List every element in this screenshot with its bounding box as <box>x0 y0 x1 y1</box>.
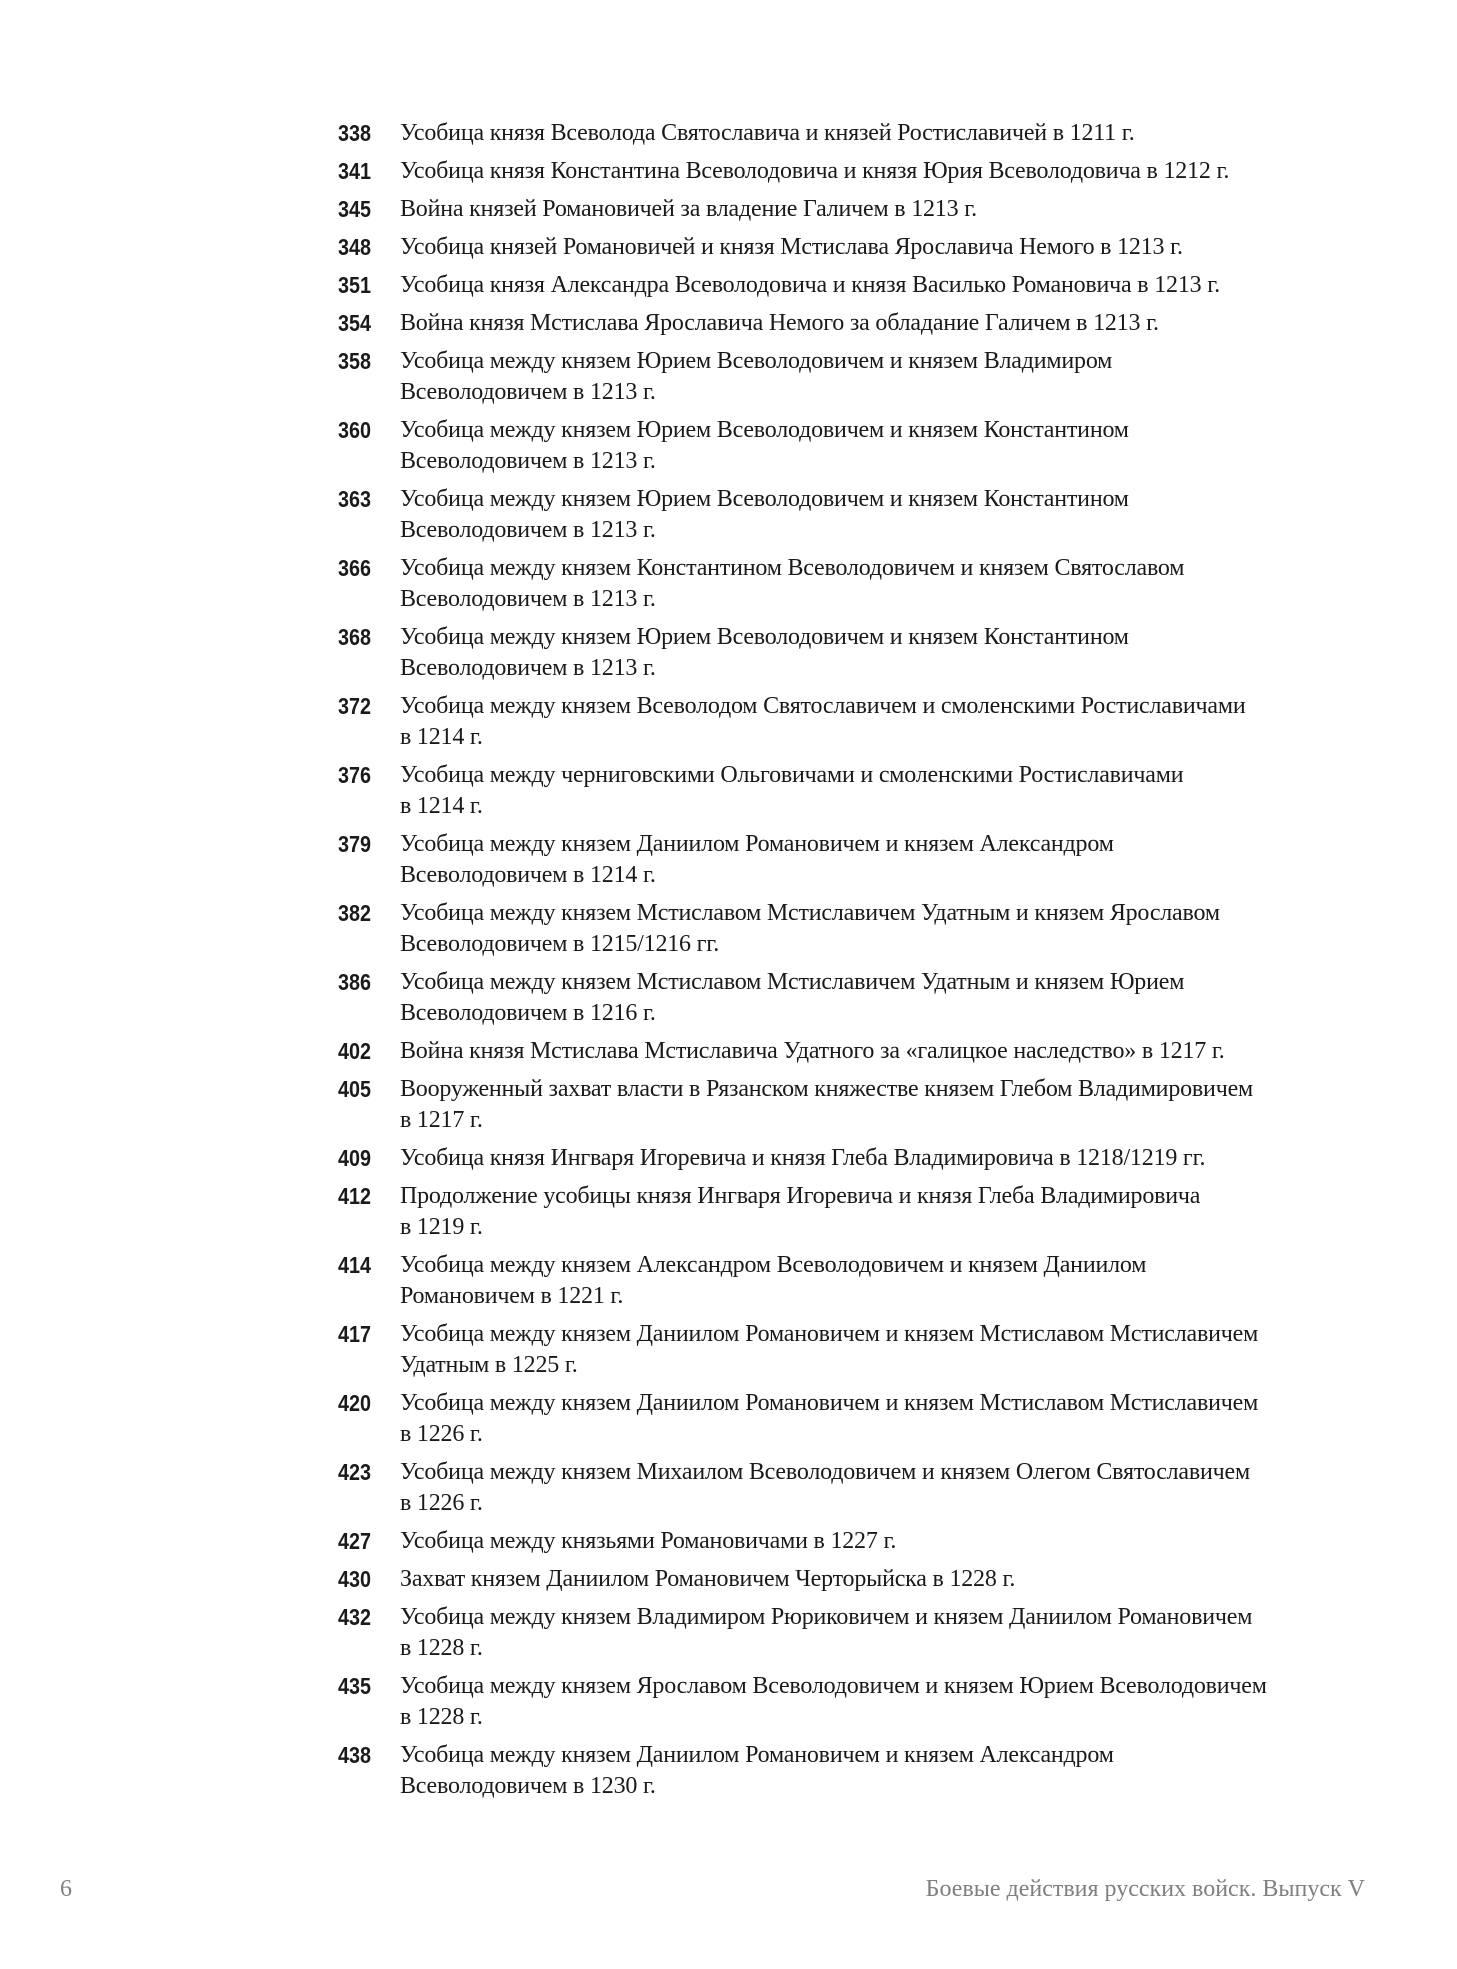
toc-title-line: Всеволодовичем в 1213 г. <box>400 379 656 405</box>
toc-title-line: в 1228 г. <box>400 1635 483 1661</box>
toc-title-line: Усобица между князем Мстиславом Мстиславичем Удатным и князем Юрием <box>400 969 1185 995</box>
toc-title <box>400 1143 1205 1174</box>
toc-title-line: в 1217 г. <box>400 1107 483 1133</box>
toc-title <box>400 1319 1258 1381</box>
toc-page-number: 417 <box>338 1321 372 1347</box>
toc-entry <box>338 118 1398 149</box>
toc-title <box>400 1181 1200 1243</box>
toc-title <box>400 1074 1253 1136</box>
toc-title <box>400 1036 1225 1067</box>
toc-entry <box>338 760 1398 822</box>
toc-title <box>400 898 1220 960</box>
toc-entry <box>338 308 1398 339</box>
toc-title <box>400 232 1183 263</box>
toc-title <box>400 484 1129 546</box>
toc-entry <box>338 1602 1398 1664</box>
toc-page-number: 382 <box>338 900 372 926</box>
toc-entry <box>338 232 1398 263</box>
toc-page-number: 420 <box>338 1390 372 1416</box>
toc-title-line: в 1214 г. <box>400 724 483 750</box>
toc-page-number: 438 <box>338 1742 372 1768</box>
toc-title-line: Продолжение усобицы князя Ингваря Игоревича и князя Глеба Владимировича <box>400 1183 1201 1209</box>
toc-entry <box>338 1319 1398 1381</box>
toc-title <box>400 691 1245 753</box>
running-title: Боевые действия русских войск. Выпуск V <box>925 1876 1365 1902</box>
toc-page-number: 430 <box>338 1566 372 1592</box>
toc-page-number: 338 <box>338 120 372 146</box>
toc-title <box>400 760 1183 822</box>
toc-title-line: Всеволодовичем в 1213 г. <box>400 586 656 612</box>
toc-title-line: Усобица князя Ингваря Игоревича и князя Глеба Владимировича в 1218/1219 гг. <box>400 1145 1206 1171</box>
toc-entry <box>338 829 1398 891</box>
toc-title <box>400 1671 1267 1733</box>
toc-title-line: Усобица князя Всеволода Святославича и князей Ростиславичей в 1211 г. <box>400 120 1135 146</box>
toc-title-line: Усобица между черниговскими Ольговичами и смоленскими Ростиславичами <box>400 762 1184 788</box>
toc-page-number: 354 <box>338 310 372 336</box>
toc-title-line: Усобица между князем Владимиром Рюриковичем и князем Даниилом Романовичем <box>400 1604 1253 1630</box>
toc-title <box>400 415 1129 477</box>
toc-title <box>400 270 1220 301</box>
toc-title <box>400 1602 1252 1664</box>
toc-entry <box>338 1181 1398 1243</box>
toc-title <box>400 829 1114 891</box>
toc-title <box>400 346 1112 408</box>
toc-title-line: Война князя Мстислава Мстиславича Удатного за «галицкое наследство» в 1217 г. <box>400 1038 1225 1064</box>
toc-page-number: 427 <box>338 1528 372 1554</box>
toc-title-line: Всеволодовичем в 1215/1216 гг. <box>400 931 720 957</box>
toc-entry <box>338 1143 1398 1174</box>
toc-title <box>400 1457 1250 1519</box>
toc-title <box>400 553 1184 615</box>
toc-entry <box>338 484 1398 546</box>
toc-title-line: Усобица между князем Даниилом Романовичем и князем Александром <box>400 831 1114 857</box>
toc-page-number: 358 <box>338 348 372 374</box>
toc-title <box>400 1740 1114 1802</box>
toc-title <box>400 1388 1258 1450</box>
toc-page-number: 435 <box>338 1673 372 1699</box>
toc-entry <box>338 194 1398 225</box>
toc-title-line: Усобица между князем Ярославом Всеволодовичем и князем Юрием Всеволодовичем <box>400 1673 1267 1699</box>
toc-page-number: 414 <box>338 1252 372 1278</box>
table-of-contents <box>338 118 1398 1809</box>
toc-title-line: Усобица между князем Даниилом Романовичем и князем Мстиславом Мстиславичем <box>400 1390 1259 1416</box>
toc-page-number: 402 <box>338 1038 372 1064</box>
toc-title-line: Усобица между князем Юрием Всеволодовичем и князем Владимиром <box>400 348 1113 374</box>
toc-title-line: Всеволодовичем в 1213 г. <box>400 448 656 474</box>
toc-title-line: Всеволодовичем в 1213 г. <box>400 517 656 543</box>
toc-entry <box>338 1671 1398 1733</box>
page-number: 6 <box>60 1876 72 1902</box>
toc-title <box>400 118 1135 149</box>
toc-title-line: Усобица между князем Михаилом Всеволодовичем и князем Олегом Святославичем <box>400 1459 1250 1485</box>
toc-title-line: в 1214 г. <box>400 793 483 819</box>
toc-title-line: Усобица между князем Константином Всеволодовичем и князем Святославом <box>400 555 1185 581</box>
toc-page-number: 366 <box>338 555 372 581</box>
toc-entry <box>338 1250 1398 1312</box>
toc-page-number: 351 <box>338 272 372 298</box>
toc-page-number: 368 <box>338 624 372 650</box>
toc-title-line: Усобица между князем Даниилом Романовичем и князем Александром <box>400 1742 1114 1768</box>
toc-entry <box>338 1074 1398 1136</box>
toc-entry <box>338 1388 1398 1450</box>
toc-entry <box>338 415 1398 477</box>
toc-entry <box>338 967 1398 1029</box>
toc-page-number: 360 <box>338 417 372 443</box>
toc-page-number: 372 <box>338 693 372 719</box>
toc-title-line: Усобица князей Романовичей и князя Мстислава Ярославича Немого в 1213 г. <box>400 234 1183 260</box>
toc-title <box>400 1250 1146 1312</box>
toc-entry <box>338 553 1398 615</box>
toc-title-line: Усобица между князьями Романовичами в 1227 г. <box>400 1528 897 1554</box>
toc-entry <box>338 270 1398 301</box>
toc-title-line: в 1226 г. <box>400 1421 483 1447</box>
toc-title-line: Всеволодовичем в 1214 г. <box>400 862 656 888</box>
toc-entry <box>338 622 1398 684</box>
toc-title-line: Усобица между князем Юрием Всеволодовичем и князем Константином <box>400 624 1129 650</box>
toc-entry <box>338 1526 1398 1557</box>
toc-title <box>400 622 1129 684</box>
toc-title <box>400 967 1184 1029</box>
toc-entry <box>338 691 1398 753</box>
toc-title-line: в 1226 г. <box>400 1490 483 1516</box>
toc-page-number: 412 <box>338 1183 372 1209</box>
toc-page-number: 341 <box>338 158 372 184</box>
toc-entry <box>338 1564 1398 1595</box>
toc-page-number: 345 <box>338 196 372 222</box>
toc-page-number: 423 <box>338 1459 372 1485</box>
toc-title-line: Романовичем в 1221 г. <box>400 1283 624 1309</box>
toc-title-line: Усобица между князем Мстиславом Мстиславичем Удатным и князем Ярославом <box>400 900 1220 926</box>
toc-title-line: Всеволодовичем в 1230 г. <box>400 1773 656 1799</box>
toc-entry <box>338 156 1398 187</box>
toc-title <box>400 194 977 225</box>
toc-title-line: в 1228 г. <box>400 1704 483 1730</box>
toc-entry <box>338 898 1398 960</box>
toc-title-line: Усобица между князем Даниилом Романовичем и князем Мстиславом Мстиславичем <box>400 1321 1259 1347</box>
toc-page-number: 405 <box>338 1076 372 1102</box>
toc-title <box>400 1564 1015 1595</box>
toc-entry <box>338 1740 1398 1802</box>
toc-page-number: 376 <box>338 762 372 788</box>
toc-title-line: Усобица князя Константина Всеволодовича и князя Юрия Всеволодовича в 1212 г. <box>400 158 1230 184</box>
toc-title <box>400 1526 896 1557</box>
toc-page-number: 379 <box>338 831 372 857</box>
toc-page-number: 348 <box>338 234 372 260</box>
toc-page-number: 363 <box>338 486 372 512</box>
toc-title-line: Война князя Мстислава Ярославича Немого за обладание Галичем в 1213 г. <box>400 310 1159 336</box>
toc-title <box>400 308 1159 339</box>
toc-title-line: в 1219 г. <box>400 1214 483 1240</box>
toc-title-line: Усобица между князем Юрием Всеволодовичем и князем Константином <box>400 417 1129 443</box>
toc-title-line: Всеволодовичем в 1216 г. <box>400 1000 656 1026</box>
toc-title-line: Усобица между князем Александром Всеволодовичем и князем Даниилом <box>400 1252 1147 1278</box>
toc-title-line: Усобица между князем Юрием Всеволодовичем и князем Константином <box>400 486 1129 512</box>
toc-entry <box>338 1036 1398 1067</box>
toc-title-line: Усобица между князем Всеволодом Святославичем и смоленскими Ростиславичами <box>400 693 1246 719</box>
toc-title-line: Всеволодовичем в 1213 г. <box>400 655 656 681</box>
toc-title-line: Захват князем Даниилом Романовичем Черторыйска в 1228 г. <box>400 1566 1016 1592</box>
toc-title-line: Удатным в 1225 г. <box>400 1352 578 1378</box>
toc-entry <box>338 1457 1398 1519</box>
toc-page-number: 409 <box>338 1145 372 1171</box>
toc-title-line: Война князей Романовичей за владение Галичем в 1213 г. <box>400 196 977 222</box>
toc-entry <box>338 346 1398 408</box>
toc-title-line: Усобица князя Александра Всеволодовича и князя Василько Романовича в 1213 г. <box>400 272 1220 298</box>
toc-title-line: Вооруженный захват власти в Рязанском княжестве князем Глебом Владимировичем <box>400 1076 1254 1102</box>
toc-title <box>400 156 1229 187</box>
toc-page-number: 386 <box>338 969 372 995</box>
toc-page-number: 432 <box>338 1604 372 1630</box>
